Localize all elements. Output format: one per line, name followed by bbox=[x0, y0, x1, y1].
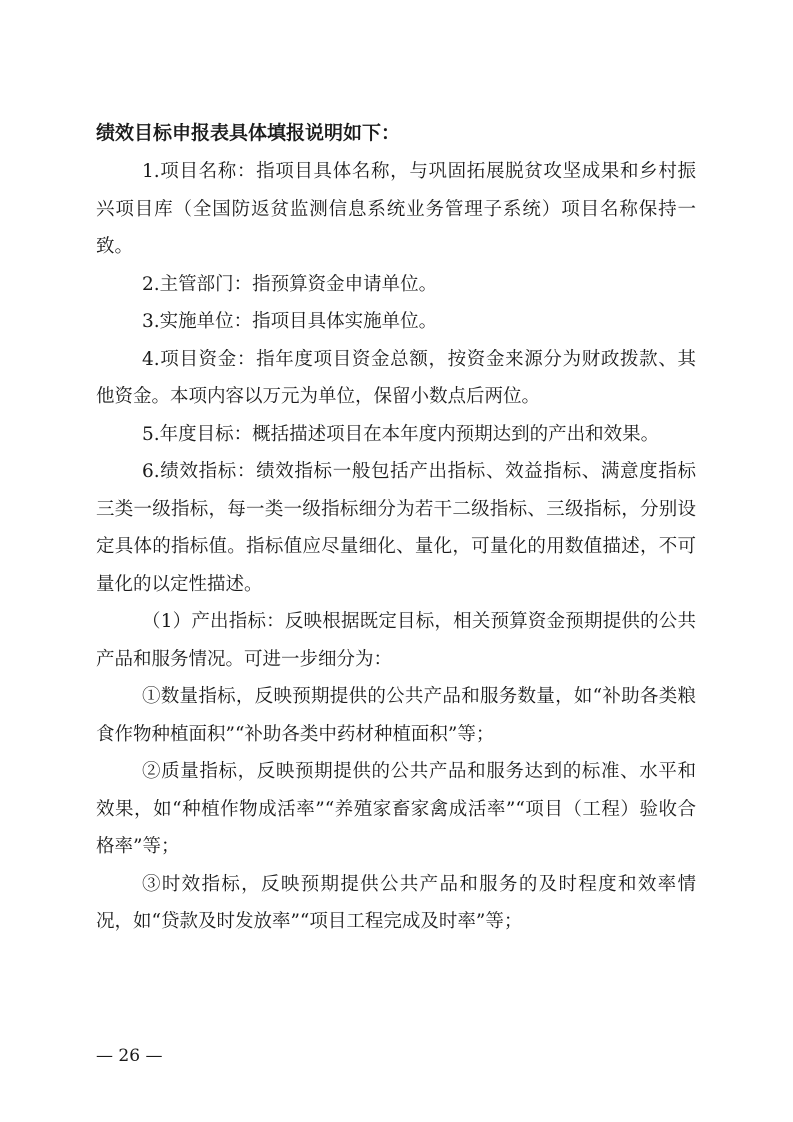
paragraph-project-funds: 4.项目资金：指年度项目资金总额，按资金来源分为财政拨款、其他资金。本项内容以万元为单位，保留小数点后两位。 bbox=[96, 348, 696, 407]
paragraph-quantity-indicator: ①数量指标，反映预期提供的公共产品和服务数量，如“补助各类粮食作物种植面积”“补助各类中药材种植面积”等； bbox=[96, 686, 696, 745]
paragraph-performance-indicators: 6.绩效指标：绩效指标一般包括产出指标、效益指标、满意度指标三类一级指标，每一类一级指标细分为若干二级指标、三级指标，分别设定具体的指标值。指标值应尽量细化、量化，可量化的用数值描述，不可量化的以定性描述。 bbox=[96, 461, 696, 595]
paragraph-project-name: 1.项目名称：指项目具体名称，与巩固拓展脱贫攻坚成果和乡村振兴项目库（全国防返贫监测信息系统业务管理子系统）项目名称保持一致。 bbox=[96, 161, 696, 257]
paragraph-timeliness-indicator: ③时效指标，反映预期提供公共产品和服务的及时程度和效率情况，如“贷款及时发放率”“项目工程完成及时率”等； bbox=[96, 873, 696, 932]
paragraph-annual-goal: 5.年度目标：概括描述项目在本年度内预期达到的产出和效果。 bbox=[142, 423, 660, 445]
paragraph-quality-indicator: ②质量指标，反映预期提供的公共产品和服务达到的标准、水平和效果，如“种植作物成活率”“养殖家畜家禽成活率”“项目（工程）验收合格率”等； bbox=[96, 761, 696, 857]
paragraph-department: 2.主管部门：指预算资金申请单位。 bbox=[142, 273, 438, 295]
section-heading: 绩效目标申报表具体填报说明如下： bbox=[96, 122, 401, 144]
body-text bbox=[96, 153, 696, 941]
paragraph-output-indicators: （1）产出指标：反映根据既定目标，相关预算资金预期提供的公共产品和服务情况。可进一步细分为： bbox=[96, 611, 696, 670]
page-number: — 26 — bbox=[96, 1046, 163, 1066]
paragraph-implementing-unit: 3.实施单位：指项目具体实施单位。 bbox=[142, 311, 438, 332]
